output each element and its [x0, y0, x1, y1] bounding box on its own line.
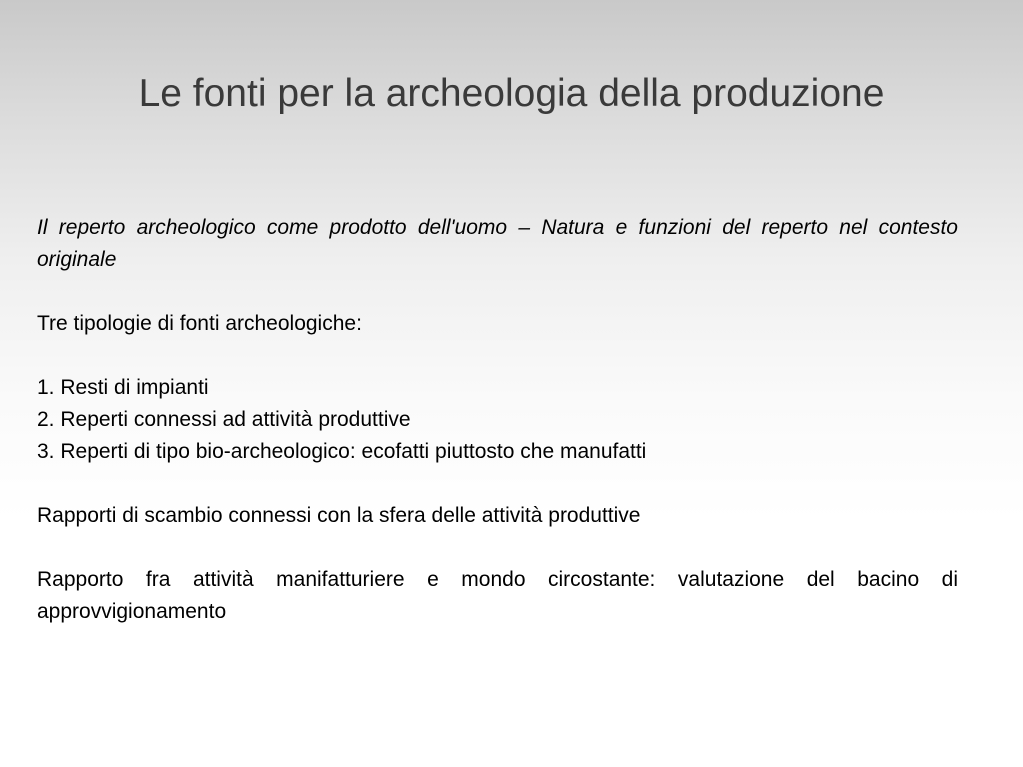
relation-paragraph: Rapporto fra attività manifatturiere e mondo circostante: valutazione del bacino di approvvigionamento — [37, 568, 958, 623]
list-item: 2. Reperti connessi ad attività produttive — [37, 408, 411, 431]
spacer — [37, 340, 958, 372]
types-heading: Tre tipologie di fonti archeologiche: — [37, 312, 362, 335]
intro-paragraph: Il reperto archeologico come prodotto dell'uomo – Natura e funzioni del reperto nel contesto originale — [37, 216, 958, 271]
list-item: 1. Resti di impianti — [37, 376, 209, 399]
exchange-paragraph: Rapporti di scambio connessi con la sfera delle attività produttive — [37, 504, 641, 527]
slide-title: Le fonti per la archeologia della produzione — [138, 72, 885, 115]
list-item: 3. Reperti di tipo bio-archeologico: ecofatti piuttosto che manufatti — [37, 440, 647, 463]
spacer — [37, 532, 958, 564]
spacer — [37, 468, 958, 500]
spacer — [37, 276, 958, 308]
slide-body — [37, 212, 958, 628]
